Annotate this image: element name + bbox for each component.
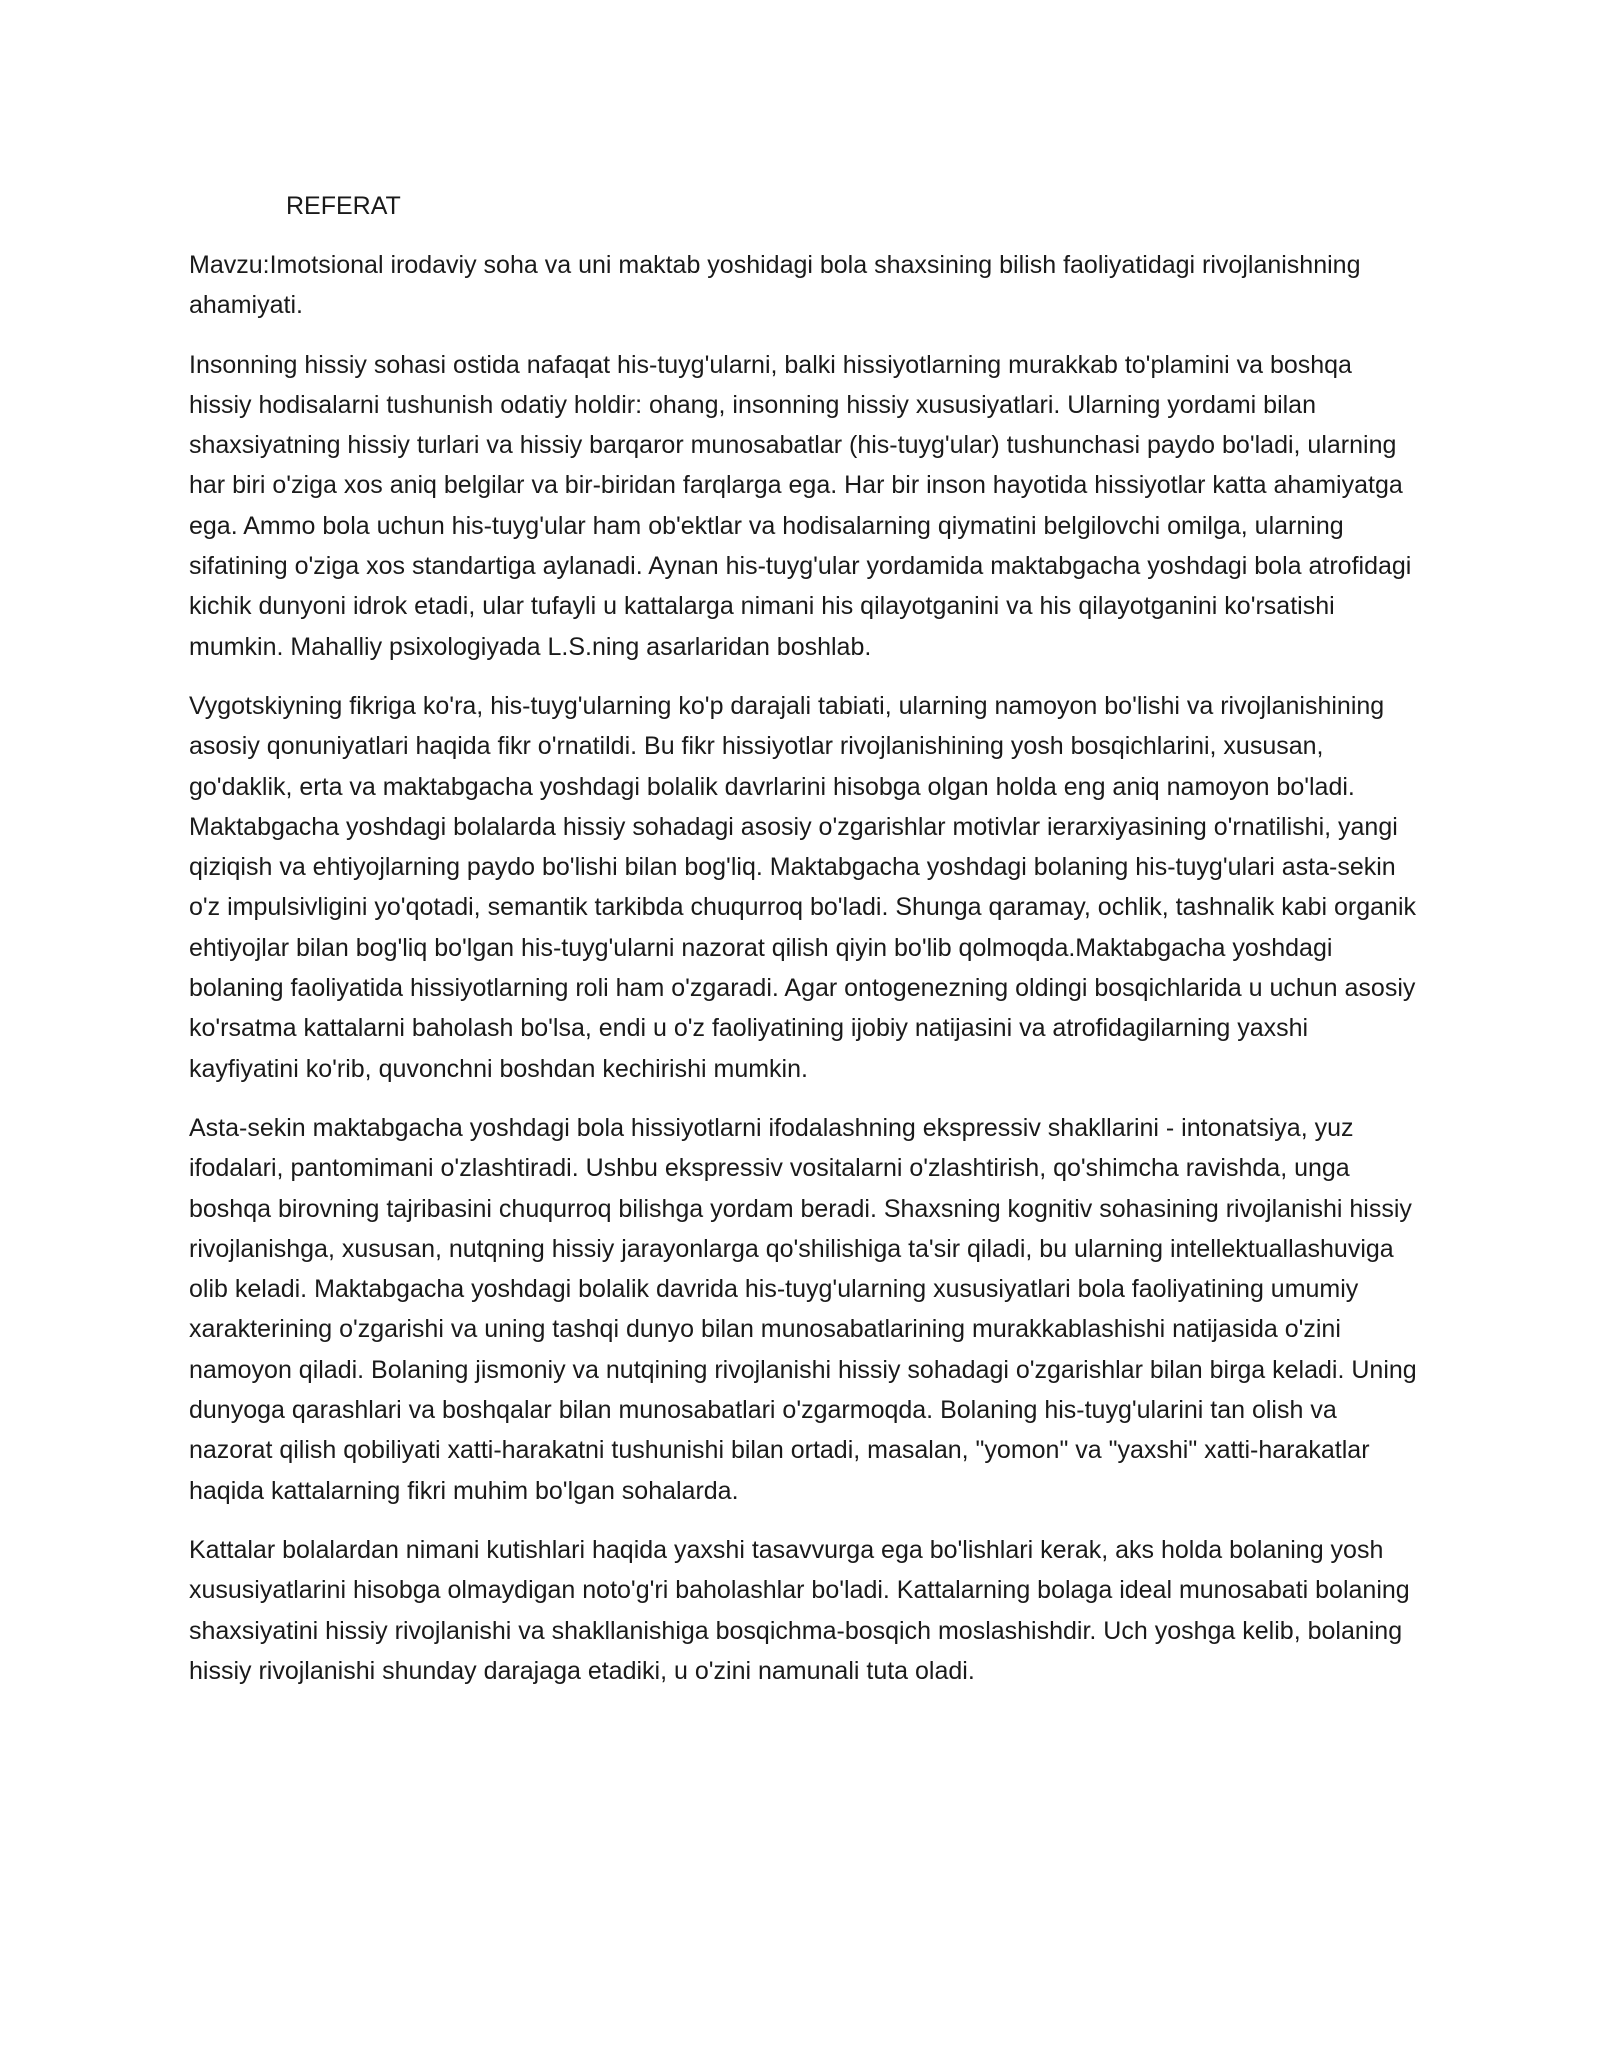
- document-topic: Mavzu:Imotsional irodaviy soha va uni maktab yoshidagi bola shaxsining bilish faoliyatidagi rivojlanishning ahamiyati.: [189, 251, 1361, 320]
- paragraph-4: Kattalar bolalardan nimani kutishlari haqida yaxshi tasavvurga ega bo'lishlari kerak, aks holda bolaning yosh xususiyatlarini hisobga olmaydigan noto'g'ri baholashlar bo'ladi. Kattalarning bolaga ideal munosabati bolaning shaxsiyatini hissiy rivojlanishi va shakllanishiga bosqichma-bosqich moslashishdir. Uch yoshga kelib, bolaning hissiy rivojlanishi shunday darajaga etadiki, u o'zini namunali tuta oladi.: [189, 1535, 1410, 1685]
- paragraph-2: Vygotskiyning fikriga ko'ra, his-tuyg'ularning ko'p darajali tabiati, ularning namoyon bo'lishi va rivojlanishining asosiy qonuniyatlari haqida fikr o'rnatildi. Bu fikr hissiyotlar rivojlanishining yosh bosqichlarini, xususan, go'daklik, erta va maktabgacha yoshdagi bolalik davrlarini hisobga olgan holda eng aniq namoyon bo'ladi. Maktabgacha yoshdagi bolalarda hissiy sohadagi asosiy o'zgarishlar motivlar ierarxiyasining o'rnatilishi, yangi qiziqish va ehtiyojlarning paydo bo'lishi bilan bog'liq. Maktabgacha yoshdagi bolaning his-tuyg'ulari asta-sekin o'z impulsivligini yo'qotadi, semantik tarkibda chuqurroq bo'ladi. Shunga qaramay, ochlik, tashnalik kabi organik ehtiyojlar bilan bog'liq bo'lgan his-tuyg'ularni nazorat qilish qiyin bo'lib qolmoqda.Maktabgacha yoshdagi bolaning faoliyatida hissiyotlarning roli ham o'zgaradi. Agar ontogenezning oldingi bosqichlarida u uchun asosiy ko'rsatma kattalarni baholash bo'lsa, endi u o'z faoliyatining ijobiy natijasini va atrofidagilarning yaxshi kayfiyatini ko'rib, quvonchni boshdan kechirishi mumkin.: [189, 691, 1417, 1083]
- paragraph-1: Insonning hissiy sohasi ostida nafaqat his-tuyg'ularni, balki hissiyotlarning murakkab to'plamini va boshqa hissiy hodisalarni tushunish odatiy holdir: ohang, insonning hissiy xususiyatlari. Ularning yordami bilan shaxsiyatning hissiy turlari va hissiy barqaror munosabatlar (his-tuyg'ular) tushunchasi paydo bo'ladi, ularning har biri o'ziga xos aniq belgilar va bir-biridan farqlarga ega. Har bir inson hayotida hissiyotlar katta ahamiyatga ega. Ammo bola uchun his-tuyg'ular ham ob'ektlar va hodisalarning qiymatini belgilovchi omilga, ularning sifatining o'ziga xos standartiga aylanadi. Aynan his-tuyg'ular yordamida maktabgacha yoshdagi bola atrofidagi kichik dunyoni idrok etadi, ular tufayli u kattalarga nimani his qilayotganini va his qilayotganini ko'rsatishi mumkin. Mahalliy psixologiyada L.S.ning asarlaridan boshlab.: [189, 350, 1412, 661]
- document-body: [189, 186, 1419, 1710]
- document-title: REFERAT: [286, 192, 401, 220]
- paragraph-3: Asta-sekin maktabgacha yoshdagi bola hissiyotlarni ifodalashning ekspressiv shakllarini - intonatsiya, yuz ifodalari, pantomimani o'zlashtiradi. Ushbu ekspressiv vositalarni o'zlashtirish, qo'shimcha ravishda, unga boshqa birovning tajribasini chuqurroq bilishga yordam beradi. Shaxsning kognitiv sohasining rivojlanishi hissiy rivojlanishga, xususan, nutqning hissiy jarayonlarga qo'shilishiga ta'sir qiladi, bu ularning intellektuallashuviga olib keladi. Maktabgacha yoshdagi bolalik davrida his-tuyg'ularning xususiyatlari bola faoliyatining umumiy xarakterining o'zgarishi va uning tashqi dunyo bilan munosabatlarining murakkablashishi natijasida o'zini namoyon qiladi. Bolaning jismoniy va nutqining rivojlanishi hissiy sohadagi o'zgarishlar bilan birga keladi. Uning dunyoga qarashlari va boshqalar bilan munosabatlari o'zgarmoqda. Bolaning his-tuyg'ularini tan olish va nazorat qilish qobiliyati xatti-harakatni tushunishi bilan ortadi, masalan, "yomon" va "yaxshi" xatti-harakatlar haqida kattalarning fikri muhim bo'lgan sohalarda.: [189, 1113, 1417, 1505]
